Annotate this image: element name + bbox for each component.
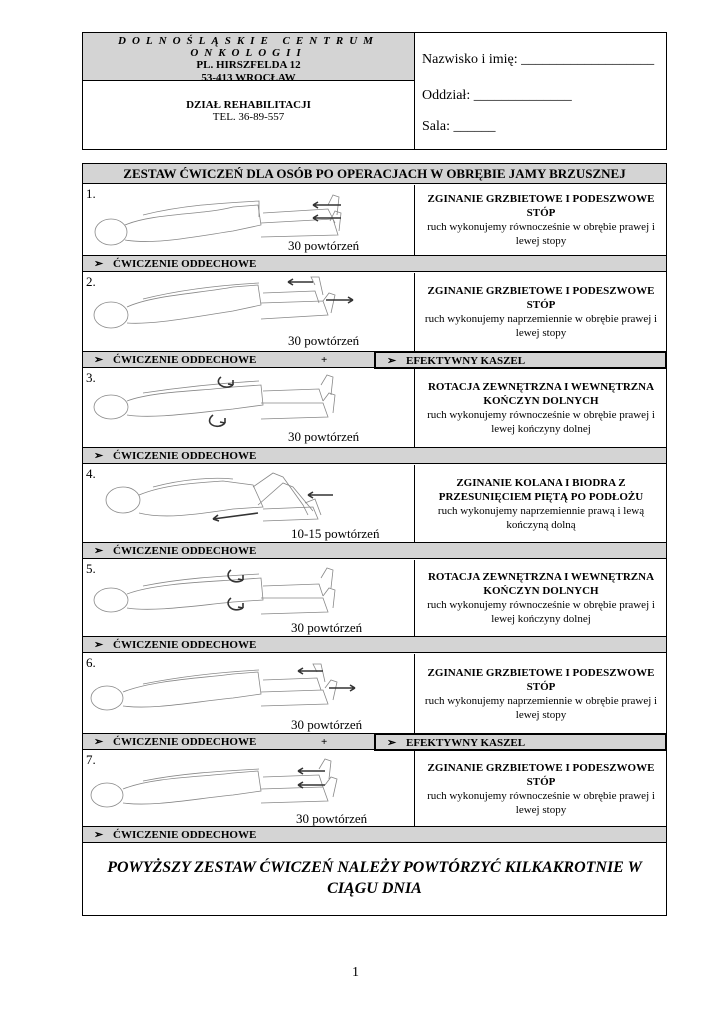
bullet-arrow-icon: ➢ <box>94 450 104 462</box>
table-title: ZESTAW ĆWICZEŃ DLA OSÓB PO OPERACJACH W OBRĘBIE JAMY BRZUSZNEJ <box>83 164 666 184</box>
exercise-description <box>416 751 666 826</box>
exercise-row-7 <box>83 751 666 827</box>
lying-figure-icon <box>83 560 415 637</box>
exercise-number: 6. <box>86 655 96 670</box>
bullet-arrow-icon: ➢ <box>94 545 104 557</box>
exercise-2-illustration <box>83 273 415 351</box>
exercise-7-illustration <box>83 751 415 826</box>
exercise-description <box>416 654 666 733</box>
exercise-reps: 30 powtórzeń <box>291 620 363 635</box>
exercise-description <box>416 273 666 351</box>
exercise-description <box>416 185 666 255</box>
room-field-label[interactable]: Sala: ______ <box>422 119 496 134</box>
exercise-instructions: ruch wykonujemy równocześnie w obrębie prawej i lewej stopy <box>427 789 655 816</box>
exercise-instructions: ruch wykonujemy równocześnie w obrębie prawej i lewej kończyny dolnej <box>427 409 655 435</box>
bullet-arrow-icon: ➢ <box>387 737 397 749</box>
exercise-5-illustration <box>83 560 415 636</box>
exercise-title: ROTACJA ZEWNĘTRZNA I WEWNĘTRZNA KOŃCZYN DOLNYCH <box>427 381 655 407</box>
exercise-number: 1. <box>86 186 96 201</box>
lying-figure-icon <box>83 185 415 256</box>
exercise-title: ZGINANIE GRZBIETOWE I PODESZWOWE STÓP <box>427 193 655 219</box>
patient-info-block <box>419 33 667 149</box>
bullet-arrow-icon: ➢ <box>94 258 104 270</box>
breathing-bar-6 <box>83 734 666 750</box>
exercise-reps: 30 powtórzeń <box>288 238 360 253</box>
exercise-3-illustration <box>83 369 415 447</box>
exercise-title: ZGINANIE GRZBIETOWE I PODESZWOWE STÓP <box>427 666 655 693</box>
exercise-row-2 <box>83 273 666 352</box>
cough-label: EFEKTYWNY KASZEL <box>406 737 526 749</box>
header-table <box>82 32 667 150</box>
exercise-title: ZGINANIE GRZBIETOWE I PODESZWOWE STÓP <box>427 285 655 311</box>
exercise-6-illustration <box>83 654 415 733</box>
breathing-bar-3 <box>83 448 666 464</box>
exercise-instructions: ruch wykonujemy naprzemiennie w obrębie prawej i lewej stopy <box>424 313 658 339</box>
breathing-exercise-label: ĆWICZENIE ODDECHOWE <box>113 545 257 557</box>
exercise-reps: 30 powtórzeń <box>296 811 368 826</box>
breathing-bar-7 <box>83 827 666 843</box>
department-phone: TEL. 36-89-557 <box>212 111 285 123</box>
exercise-1-illustration <box>83 185 415 255</box>
cough-box <box>374 351 667 369</box>
breathing-exercise-label: ĆWICZENIE ODDECHOWE <box>113 639 257 651</box>
exercise-reps: 30 powtórzeń <box>288 429 360 444</box>
exercise-title: ZGINANIE KOLANA I BIODRA Z PRZESUNIĘCIEM PIĘTĄ PO PODŁOŻU <box>438 476 644 503</box>
exercise-number: 7. <box>86 752 96 767</box>
cough-label: EFEKTYWNY KASZEL <box>406 355 526 367</box>
exercise-number: 3. <box>86 370 96 385</box>
name-field-label[interactable]: Nazwisko i imię: ___________________ <box>422 52 655 67</box>
exercise-number: 4. <box>86 466 96 481</box>
exercise-instructions: ruch wykonujemy równocześnie w obrębie prawej i lewej kończyny dolnej <box>427 599 655 625</box>
breathing-bar-1 <box>83 256 666 272</box>
exercise-reps: 10-15 powtórzeń <box>291 526 380 541</box>
exercise-row-6 <box>83 654 666 734</box>
bullet-arrow-icon: ➢ <box>94 829 104 841</box>
breathing-bar-5 <box>83 637 666 653</box>
plus-sign: + <box>321 736 328 748</box>
plus-sign: + <box>321 354 328 366</box>
exercise-instructions: ruch wykonujemy naprzemiennie w obrębie prawej i lewej stopy <box>424 694 658 721</box>
breathing-bar-2 <box>83 352 666 368</box>
exercise-table <box>82 163 667 916</box>
cough-box <box>374 733 667 751</box>
exercise-reps: 30 powtórzeń <box>288 333 360 348</box>
bullet-arrow-icon: ➢ <box>94 639 104 651</box>
address-line-2: 53-413 WROCŁAW <box>201 72 296 84</box>
bullet-arrow-icon: ➢ <box>94 354 104 366</box>
lying-figure-icon <box>83 273 415 352</box>
breathing-exercise-label: ĆWICZENIE ODDECHOWE <box>113 450 257 462</box>
breathing-exercise-label: ĆWICZENIE ODDECHOWE <box>113 736 257 748</box>
exercise-row-4 <box>83 465 666 543</box>
exercise-number: 5. <box>86 561 96 576</box>
department-name: DZIAŁ REHABILITACJI <box>186 99 311 111</box>
exercise-title: ZGINANIE GRZBIETOWE I PODESZWOWE STÓP <box>427 761 655 788</box>
page-number: 1 <box>352 965 359 980</box>
breathing-exercise-label: ĆWICZENIE ODDECHOWE <box>113 829 257 841</box>
ward-field-label[interactable]: Oddział: ______________ <box>422 88 572 103</box>
address-line-1: PL. HIRSZFELDA 12 <box>196 59 301 71</box>
repeat-instruction: POWYŻSZY ZESTAW ĆWICZEŃ NALEŻY POWTÓRZYĆ KILKAKROTNIE W CIĄGU DNIA <box>107 859 642 897</box>
exercise-title: ROTACJA ZEWNĘTRZNA I WEWNĘTRZNA KOŃCZYN DOLNYCH <box>427 571 655 597</box>
breathing-exercise-label: ĆWICZENIE ODDECHOWE <box>113 258 257 270</box>
breathing-exercise-label: ĆWICZENIE ODDECHOWE <box>113 354 257 366</box>
bullet-arrow-icon: ➢ <box>387 355 397 367</box>
exercise-number: 2. <box>86 274 96 289</box>
exercise-row-1 <box>83 185 666 256</box>
exercise-description <box>416 560 666 636</box>
exercise-description <box>416 369 666 447</box>
exercise-row-5 <box>83 560 666 637</box>
exercise-instructions: ruch wykonujemy naprzemiennie prawą i lewą kończyną dolną <box>437 504 645 531</box>
lying-figure-icon <box>83 369 415 448</box>
exercise-reps: 30 powtórzeń <box>291 717 363 732</box>
exercise-description <box>416 465 666 542</box>
institution-block <box>83 33 415 84</box>
institution-logo-text: DOLNOŚLĄSKIE CENTRUM ONKOLOGII <box>118 35 379 59</box>
lying-figure-icon <box>83 654 415 734</box>
exercise-instructions: ruch wykonujemy równocześnie w obrębie prawej i lewej stopy <box>427 221 655 247</box>
breathing-bar-4 <box>83 543 666 559</box>
exercise-4-illustration <box>83 465 415 542</box>
exercise-row-3 <box>83 369 666 448</box>
bullet-arrow-icon: ➢ <box>94 736 104 748</box>
department-block <box>83 81 415 149</box>
